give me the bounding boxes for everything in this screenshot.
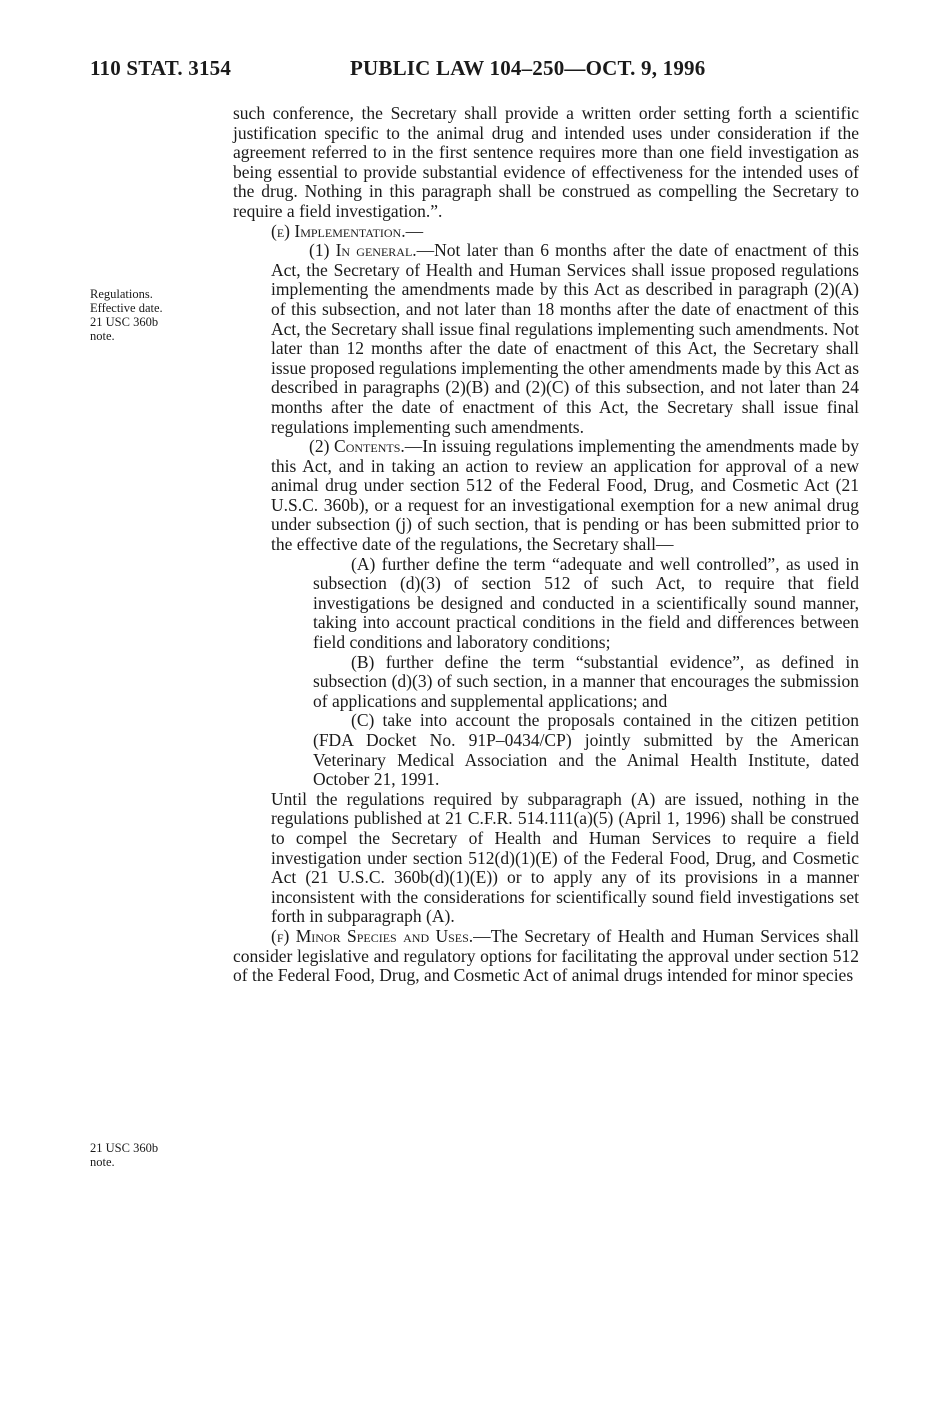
intro-paragraph: such conference, the Secretary shall provide a written order setting forth a scientific justification specific to the animal drug and intended uses under consideration if the agreement referred to in the first sentence requires more than one field investigation as being essential to provide substantial evidence of effectiveness for the intended uses of the drug. Nothing in this paragraph shall be construed as compelling the Secretary to require a field investigation.”. [233,103,859,221]
margin-note-regulations: Regulations. Effective date. 21 USC 360b note. [90,287,163,343]
paragraph-1-text: Not later than 6 months after the date of enactment of this Act, the Secretary of Health and Human Services shall issue proposed regulations implementing the amendments made by this Act as described in paragraph (2)(A) of this subsection, and not later than 18 months after the date of enactment of this Act, the Secretary shall issue final regulations implementing such amendments. Not later than 12 months after the date of enactment of this Act, the Secretary shall issue proposed regulations implementing the other amendments made by this Act as described in paragraphs (2)(B) and (2)(C) of this subsection, and not later than 24 months after the date of enactment of this Act, the Secretary shall issue final regulations implementing such amendments. [271,240,859,437]
subparagraph-c: (C) take into account the proposals contained in the citizen petition (FDA Docket No. 91P–0434/CP) jointly submitted by the American Veterinary Medical Association and the Animal Health Institute, dated October 21, 1991. [313,710,859,790]
paragraph-2 [233,437,859,555]
statute-page-number: 110 STAT. 3154 [90,56,232,80]
subparagraph-b: (B) further define the term “substantial evidence”, as defined in subsection (d)(3) of such section, in a manner that encourages the submission of applications and supplemental applications; and [313,651,859,711]
public-law-title: PUBLIC LAW 104–250—OCT. 9, 1996 [350,56,706,80]
section-e-heading [233,222,859,242]
section-f-label: (f) Minor Species and Uses.— [271,925,491,946]
paragraph-2-text: In issuing regulations implementing the amendments made by this Act, and in taking an action to review an application for approval of a new animal drug under section 512 of the Federal Food, Drug, and Cosmetic Act (21 U.S.C. 360b), or a request for an investigational exemption for a new animal drug under subsection (j) of such section, that is pending or has been submitted prior to the effective date of the regulations, the Secretary shall— [271,436,859,555]
paragraph-1 [233,241,859,437]
section-f [233,927,859,986]
body-text [233,104,859,986]
margin-note-usc: 21 USC 360b note. [90,1141,159,1169]
subparagraph-a: (A) further define the term “adequate and well controlled”, as used in subsection (d)(3) of section 512 of such Act, to require that field investigations be designed and conducted in a scientifically sound manner, taking into account practical conditions in the field and differences between field conditions and laboratory conditions; [313,553,859,653]
section-e-heading-text: (e) Implementation.— [271,220,424,241]
paragraph-2-label: (2) Contents.— [309,436,423,457]
page-header [90,56,890,84]
until-paragraph: Until the regulations required by subparagraph (A) are issued, nothing in the regulations published at 21 C.F.R. 514.111(a)(5) (April 1, 1996) shall be construed to compel the Secretary of Health and Human Services to require a field investigation under section 512(d)(1)(E) of the Federal Food, Drug, and Cosmetic Act (21 U.S.C. 360b(d)(1)(E)) or to apply any of its provisions in a manner inconsistent with the considerations for scientifically sound field investigations set forth in subparagraph (A). [271,788,859,927]
paragraph-1-label: (1) In general.— [309,240,435,261]
section-f-text: The Secretary of Health and Human Services shall consider legislative and regulatory options for facilitating the approval under section 512 of the Federal Food, Drug, and Cosmetic Act of animal drugs intended for minor species [233,925,859,986]
